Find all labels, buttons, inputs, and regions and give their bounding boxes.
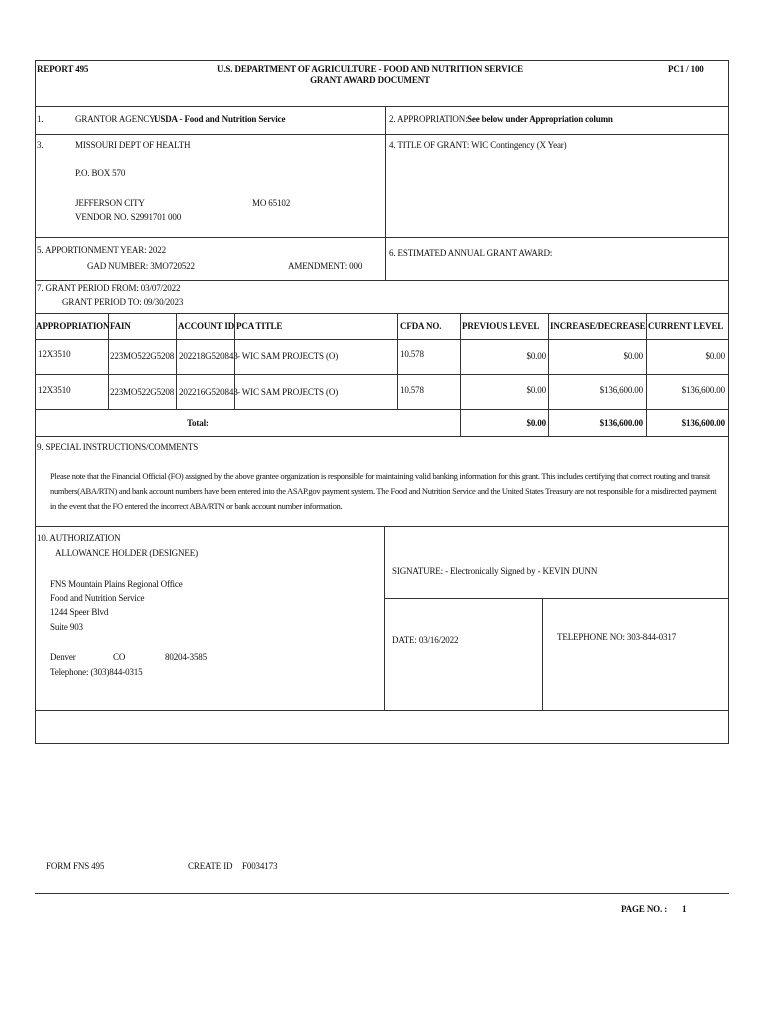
divider (35, 526, 729, 527)
total-current-level: $136,600.00 (681, 418, 725, 428)
grantee-po-box: P.O. BOX 570 (75, 168, 126, 178)
apportionment-year: 5. APPORTIONMENT YEAR: 2022 (37, 245, 166, 255)
table-col-line (460, 313, 461, 436)
grant-period-from: 7. GRANT PERIOD FROM: 03/07/2022 (37, 283, 181, 293)
col-header-increase-decrease: INCREASE/DECREASE (550, 321, 646, 331)
form-number: FORM FNS 495 (46, 861, 105, 871)
divider (35, 436, 729, 437)
estimated-annual-award: 6. ESTIMATED ANNUAL GRANT AWARD: (389, 248, 553, 258)
office-suite: Suite 903 (50, 622, 83, 632)
col-header-fain: FAIN (110, 321, 131, 331)
cell-previous-level: $0.00 (526, 385, 546, 395)
cell-current-level: $0.00 (705, 351, 725, 361)
cell-pca-title: - WIC SAM PROJECTS (O) (237, 351, 339, 361)
office-telephone: Telephone: (303)844-0315 (50, 667, 143, 677)
office-name: FNS Mountain Plains Regional Office (50, 579, 183, 589)
grantor-label: GRANTOR AGENCY: (75, 114, 158, 124)
appropriation-value: See below under Appropriation column (467, 114, 613, 124)
cell-current-level: $136,600.00 (681, 385, 725, 395)
footer-divider (35, 893, 729, 894)
cell-account-id: 202218G520843 (179, 351, 238, 361)
divider (35, 280, 729, 281)
divider (35, 313, 729, 314)
cell-fain: 223MO522G5208 (110, 351, 175, 361)
create-id: F0034173 (242, 861, 278, 871)
pc-code: PC1 / 100 (668, 64, 704, 74)
allowance-holder: ALLOWANCE HOLDER (DESIGNEE) (55, 548, 198, 558)
total-label: Total: (187, 418, 209, 428)
authorization-label: 10. AUTHORIZATION (37, 533, 121, 543)
signature-date: DATE: 03/16/2022 (392, 635, 459, 645)
office-street: 1244 Speer Blvd (50, 607, 109, 617)
report-number: REPORT 495 (37, 64, 89, 74)
office-service: Food and Nutrition Service (50, 593, 145, 603)
total-previous-level: $0.00 (526, 418, 546, 428)
document-title: GRANT AWARD DOCUMENT (310, 75, 430, 85)
instructions-line-2: numbers(ABA/RTN) and bank account numbers have been entered into the ASAP.gov payment system. The Food and Nutrition Service and the United States Treasury are not responsible for a misdirected payment (50, 486, 717, 496)
total-increase-decrease: $136,600.00 (599, 418, 643, 428)
divider (35, 237, 729, 238)
grantor-num: 1. (37, 114, 44, 124)
cell-account-id: 202216G520843 (179, 387, 238, 397)
grantee-city: JEFFERSON CITY (75, 198, 145, 208)
cell-cfda: 10.578 (400, 385, 424, 395)
col-header-cfda: CFDA NO. (400, 321, 442, 331)
gad-number: GAD NUMBER: 3MO720522 (87, 261, 195, 271)
col-header-appropriation: APPROPRIATION (36, 321, 110, 331)
col-header-current-level: CURRENT LEVEL (648, 321, 724, 331)
instructions-line-1: Please note that the Financial Official (FO) assigned by the above grantee organization is responsible for maintaining valid banking information for this grant. This includes certifying that correct routing and transit (50, 471, 710, 481)
divider (35, 374, 729, 375)
office-zip: 80204-3585 (165, 652, 207, 662)
cell-increase-decrease: $136,600.00 (599, 385, 643, 395)
table-col-line (176, 313, 177, 409)
office-state: CO (113, 652, 126, 662)
col-header-account-id: ACCOUNT ID (178, 321, 235, 331)
cell-previous-level: $0.00 (526, 351, 546, 361)
instructions-label: 9. SPECIAL INSTRUCTIONS/COMMENTS (37, 442, 199, 452)
appropriation-label: 2. APPROPRIATION: (389, 114, 468, 124)
table-col-line (646, 313, 647, 436)
divider (384, 598, 729, 599)
vendor-number: VENDOR NO. S2991701 000 (75, 212, 182, 222)
divider (542, 598, 543, 710)
divider (35, 710, 729, 711)
divider (35, 134, 729, 135)
grantee-state-zip: MO 65102 (252, 198, 291, 208)
table-col-line (397, 313, 398, 409)
divider (35, 409, 729, 410)
grantee-name: MISSOURI DEPT OF HEALTH (75, 140, 191, 150)
instructions-line-3: in the event that the FO entered the incorrect ABA/RTN or bank account number information. (50, 501, 343, 511)
department-title: U.S. DEPARTMENT OF AGRICULTURE - FOOD AND NUTRITION SERVICE (216, 64, 524, 74)
page-number: 1 (682, 904, 687, 914)
cell-fain: 223MO522G5208 (110, 387, 175, 397)
col-header-previous-level: PREVIOUS LEVEL (462, 321, 540, 331)
signature: SIGNATURE: - Electronically Signed by - KEVIN DUNN (392, 566, 598, 576)
cell-cfda: 10.578 (400, 349, 424, 359)
telephone-number: TELEPHONE NO: 303-844-0317 (557, 632, 677, 642)
cell-appropriation: 12X3510 (38, 385, 71, 395)
title-of-grant: 4. TITLE OF GRANT: WIC Contingency (X Year) (389, 140, 567, 150)
cell-increase-decrease: $0.00 (623, 351, 643, 361)
cell-appropriation: 12X3510 (38, 349, 71, 359)
col-header-pca-title: PCA TITLE (236, 321, 283, 331)
amendment: AMENDMENT: 000 (288, 261, 363, 271)
grantor-value: USDA - Food and Nutrition Service (154, 114, 286, 124)
divider (35, 339, 729, 340)
create-id-label: CREATE ID (188, 861, 233, 871)
office-city: Denver (50, 652, 76, 662)
divider (35, 106, 729, 107)
cell-pca-title: - WIC SAM PROJECTS (O) (237, 387, 339, 397)
table-col-line (548, 313, 549, 436)
divider (384, 526, 385, 710)
grantee-num: 3. (37, 140, 44, 150)
divider (385, 106, 386, 280)
grant-period-to: GRANT PERIOD TO: 09/30/2023 (62, 297, 184, 307)
page-label: PAGE NO. : (621, 904, 668, 914)
